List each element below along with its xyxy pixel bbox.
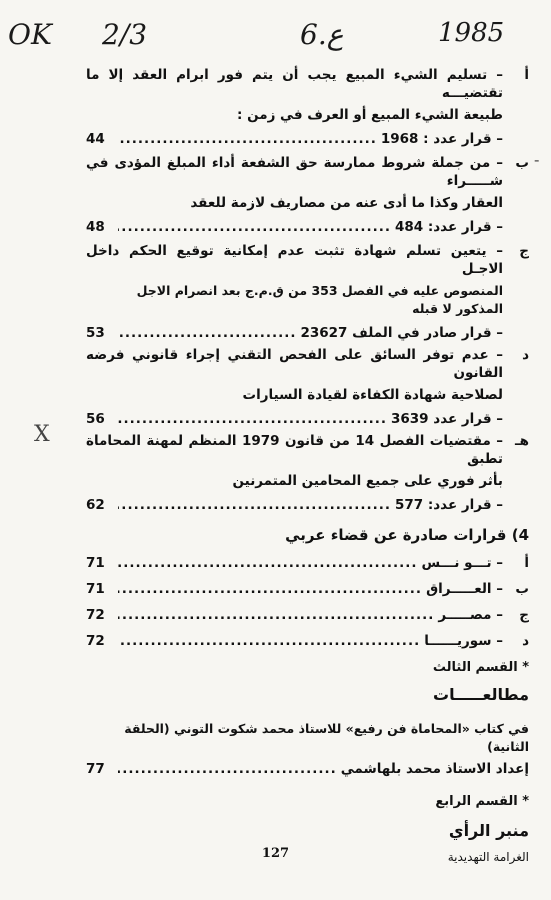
page-ref: 71 (86, 581, 105, 597)
study-author-row (86, 760, 529, 778)
toc-item-e (86, 432, 529, 468)
handwritten-year: 1985 (438, 18, 505, 48)
item-marker: د (522, 347, 529, 363)
item-text-line: لصلاحية شهادة الكفاءة لقيادة السيارات (242, 387, 503, 403)
country-name: – مصـــــر (438, 607, 503, 623)
item-text-line: – عدم توفر السائق على الفحص التقني إجراء قانوني فرضه القانون (86, 347, 503, 381)
part-4-label: * القسم الرابع (435, 794, 529, 809)
item-text-line: – تسليم الشيء المبيع يجب أن يتم فور ابرام العقد إلا ما تقتضيـــه (86, 67, 503, 101)
page-ref: 48 (86, 219, 105, 235)
leader-dots (118, 218, 391, 236)
part-3-heading: مطالعـــــات (433, 685, 529, 704)
toc-item-a (86, 66, 529, 102)
study-title: في كتاب «المحاماة فن رفيع» للاستاذ محمد شكوت التوني (الحلقة الثانية) (124, 721, 529, 754)
handwritten-ok: OK (8, 18, 52, 51)
item-marker: د (522, 633, 529, 649)
toc-item-b (86, 154, 529, 190)
page-ref: 56 (86, 411, 105, 427)
country-name: – تـــو نـــس (421, 555, 503, 571)
table-of-contents (86, 66, 529, 864)
leader-dots (118, 606, 434, 624)
decision-row (86, 496, 529, 514)
decision-label: – قرار عدد: 577 (394, 497, 503, 513)
leader-dots (118, 632, 420, 650)
part-4-subtitle: الغرامة التهديدية (447, 850, 529, 864)
decision-row (86, 410, 529, 428)
item-marker: ج (519, 607, 529, 623)
country-name: – سوريــــــا (424, 633, 503, 649)
page-ref: 62 (86, 497, 105, 513)
decision-label: – قرار صادر في الملف 23627 (300, 325, 503, 341)
page-ref: 77 (86, 761, 105, 777)
decision-label: – قرار عدد : 1968 (380, 131, 503, 147)
leader-dots (118, 554, 417, 572)
item-text-line: – مقتضيات الفصل 14 من قانون 1979 المنظم لمهنة المحاماة تطبق (86, 433, 503, 467)
item-text-line: – يتعين تسلم شهادة تثبت عدم إمكانية توقيع الحكم داخل الاجـل (86, 243, 503, 277)
decision-label: – قرار عدد: 484 (394, 219, 503, 235)
page-ref: 71 (86, 555, 105, 571)
leader-dots (118, 130, 377, 148)
item-marker: هـ (515, 433, 529, 449)
item-marker: ج (519, 243, 529, 259)
page-ref: 72 (86, 633, 105, 649)
item-text-line: المنصوص عليه في الفصل 353 من ق.م.ج بعد انصرام الاجل المذكور لا قبله (136, 283, 503, 316)
item-text-line: – من جملة شروط ممارسة حق الشفعة أداء المبلغ المؤدى في شـــــراء (86, 155, 503, 189)
handwritten-fraction: 2/3 (102, 18, 148, 51)
study-author: إعداد الاستاذ محمد بلهاشمي (340, 761, 529, 777)
decision-label: – قرار عدد 3639 (390, 411, 503, 427)
toc-item-c (86, 242, 529, 278)
page-ref: 53 (86, 325, 105, 341)
toc-item-d (86, 346, 529, 382)
section-4-title: 4) قرارات صادرة عن قضاء عربي (285, 526, 529, 544)
country-row (86, 632, 529, 650)
margin-cross-mark: X (34, 422, 50, 447)
leader-dots (118, 580, 422, 598)
item-text-line: طبيعة الشيء المبيع أو العرف في زمن : (236, 107, 503, 123)
item-marker: ب (515, 581, 529, 597)
leader-dots (118, 496, 391, 514)
decision-row (86, 130, 529, 148)
country-row (86, 554, 529, 572)
page-ref: 44 (86, 131, 105, 147)
part-3-label: * القسم الثالث (432, 660, 529, 675)
page-ref: 72 (86, 607, 105, 623)
item-text-line: العقار وكذا ما أدى عنه من مصاريف لازمة للعقد (190, 195, 503, 211)
item-marker: أ (524, 67, 529, 83)
part-4-heading: منبر الرأي (448, 821, 529, 840)
page-number: 127 (261, 846, 290, 861)
item-marker: أ (524, 555, 529, 571)
country-row (86, 580, 529, 598)
country-row (86, 606, 529, 624)
country-name: – العـــــراق (426, 581, 503, 597)
margin-dash-mark: - (534, 150, 540, 169)
decision-row (86, 324, 529, 342)
leader-dots (118, 324, 296, 342)
leader-dots (118, 760, 337, 778)
decision-row (86, 218, 529, 236)
handwritten-issue: 6.ع (300, 18, 344, 51)
item-text-line: بأثر فوري على جميع المحامين المتمرنين (232, 473, 503, 489)
leader-dots (118, 410, 387, 428)
item-marker: ب (515, 155, 529, 171)
